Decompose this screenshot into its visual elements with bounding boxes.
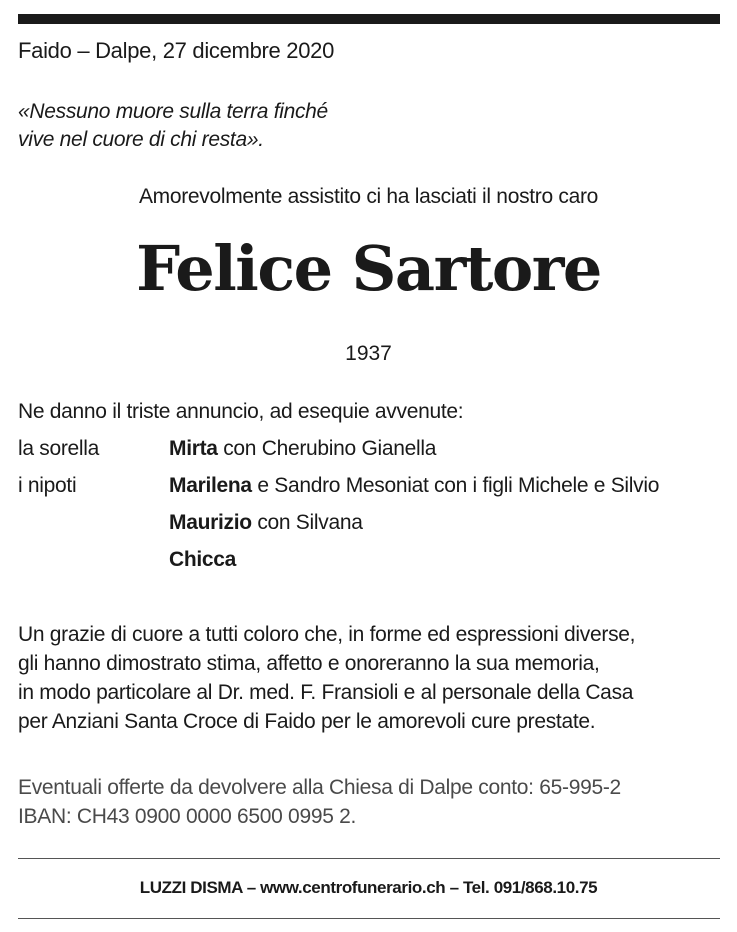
deceased-year: 1937: [345, 342, 392, 365]
intro-text: Amorevolmente assistito ci ha lasciati il nostro caro: [138, 185, 599, 208]
funeral-home-footer: LUZZI DISMA – www.centrofunerario.ch – Tel. 091/868.10.75: [139, 878, 598, 897]
thanks-line: Un grazie di cuore a tutti coloro che, in forme ed espressioni diverse,: [18, 623, 636, 646]
quote-line: vive nel cuore di chi resta».: [18, 128, 264, 151]
thanks-line: per Anziani Santa Croce di Faido per le amorevoli cure prestate.: [18, 710, 596, 733]
family-names: [169, 548, 236, 572]
donations-paragraph: [18, 773, 621, 831]
donations-line: IBAN: CH43 0900 0000 6500 0995 2.: [18, 805, 357, 828]
family-name-rest: e Sandro Mesoniat con i figli Michele e Silvio: [251, 474, 660, 497]
footer-top-rule: [18, 858, 720, 859]
family-name-bold: Chicca: [169, 548, 237, 571]
top-rule: [18, 14, 720, 24]
family-name-bold: Marilena: [169, 474, 252, 497]
family-name-rest: con Silvana: [251, 511, 363, 534]
family-name-bold: Mirta: [169, 437, 218, 460]
announcement: Ne danno il triste annuncio, ad esequie avvenute:: [18, 400, 464, 423]
thanks-line: in modo particolare al Dr. med. F. Fransioli e al personale della Casa: [18, 681, 634, 704]
family-name-rest: con Cherubino Gianella: [217, 437, 437, 460]
donations-line: Eventuali offerte da devolvere alla Chiesa di Dalpe conto: 65-995-2: [18, 776, 621, 799]
family-names: [169, 511, 363, 535]
quote: [18, 98, 328, 154]
footer-bottom-rule: [18, 918, 720, 919]
family-role: i nipoti: [18, 474, 77, 497]
family-names: [169, 437, 436, 461]
family-role: la sorella: [18, 437, 100, 460]
quote-line: «Nessuno muore sulla terra finché: [18, 100, 328, 123]
family-names: [169, 474, 659, 498]
thanks-paragraph: [18, 620, 635, 736]
family-name-bold: Maurizio: [169, 511, 252, 534]
thanks-line: gli hanno dimostrato stima, affetto e onoreranno la sua memoria,: [18, 652, 600, 675]
place-date: Faido – Dalpe, 27 dicembre 2020: [18, 38, 335, 63]
deceased-name: Felice Sartore: [136, 232, 601, 305]
